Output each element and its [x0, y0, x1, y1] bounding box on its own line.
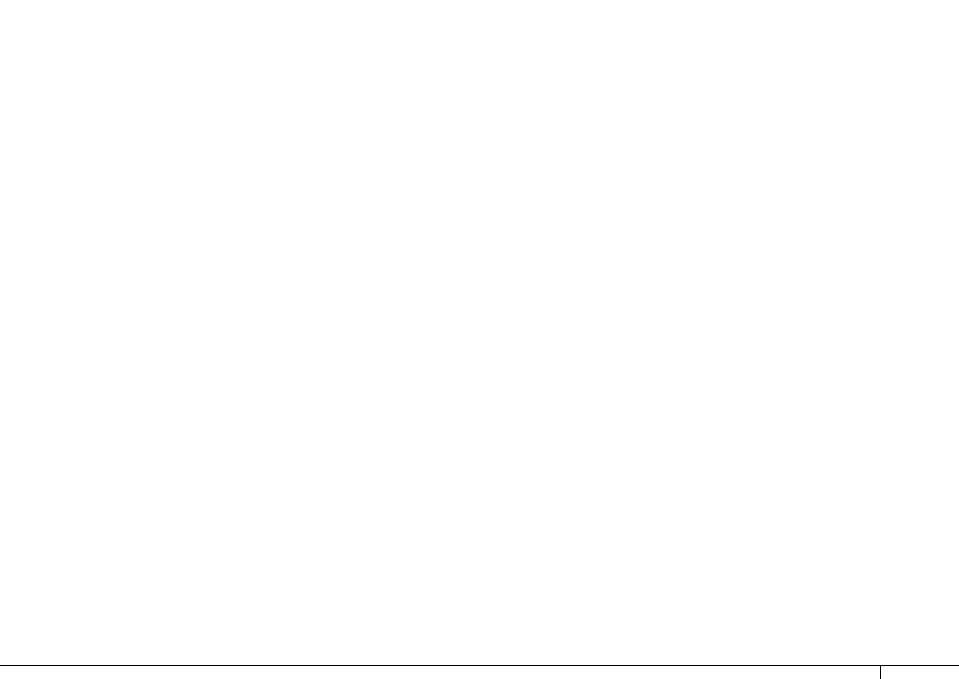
footer [0, 665, 959, 679]
footer-separator [880, 666, 881, 679]
